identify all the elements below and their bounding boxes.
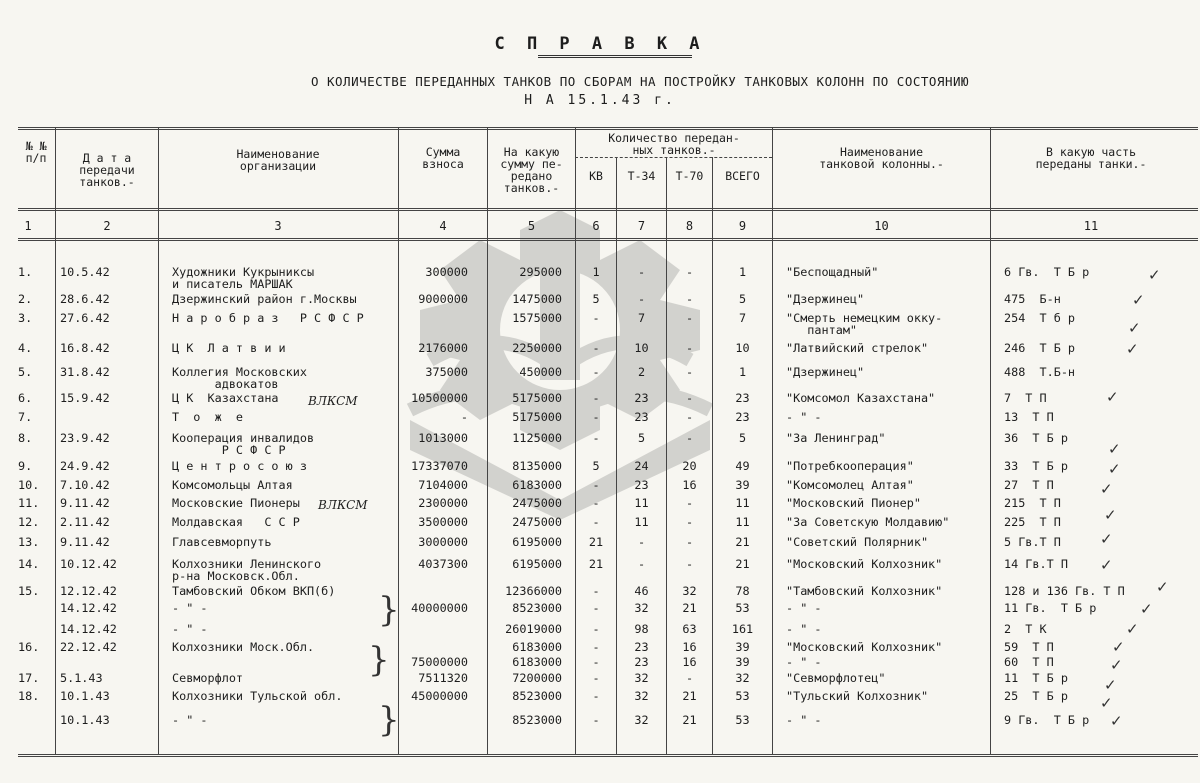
table-cell-n: 15. <box>18 584 40 598</box>
table-cell-unit: 2 Т К <box>1004 622 1047 636</box>
table-cell-t34: 46 <box>634 584 649 598</box>
table-cell-n: 8. <box>18 431 33 445</box>
table-cell-col: "Московский Колхозник" <box>786 640 943 654</box>
column-number: 2 <box>103 219 111 233</box>
table-cell-org: Главсевморпуть <box>172 535 272 549</box>
table-cell-total: 53 <box>735 713 750 727</box>
header-rule <box>18 208 1198 211</box>
table-cell-unit: 11 Гв. Т Б р <box>1004 601 1097 615</box>
header-row-number: № № п/п <box>25 139 47 165</box>
table-cell-t34: 7 <box>637 311 646 325</box>
table-cell-col: "Московский Пионер" <box>786 496 921 510</box>
table-cell-n: 17. <box>18 671 40 685</box>
table-cell-date: 10.1.43 <box>60 689 110 703</box>
table-cell-unit: 36 Т Б р <box>1004 431 1068 445</box>
table-cell-org: Н а р о б р а з Р С Ф С Р <box>172 311 364 325</box>
table-cell-n: 7. <box>18 410 33 424</box>
table-cell-col: - " - <box>786 410 822 424</box>
table-cell-tanks_sum: 295000 <box>519 265 562 279</box>
check-mark-icon: ✓ <box>1110 656 1123 674</box>
header-unit: В какую часть переданы танки.- <box>1035 145 1147 171</box>
table-cell-org: Колхозники Ленинского р-на Московск.Обл. <box>172 557 322 583</box>
table-cell-org: Коллегия Московских адвокатов <box>172 365 307 391</box>
table-cell-org: - " - <box>172 601 208 615</box>
table-cell-org: Севморфлот <box>172 671 244 685</box>
table-cell-kv: - <box>592 584 600 598</box>
table-cell-total: 11 <box>735 496 750 510</box>
table-cell-unit: 7 Т П <box>1004 391 1047 405</box>
table-cell-kv: - <box>592 713 600 727</box>
table-cell-col: "Московский Колхозник" <box>786 557 943 571</box>
table-cell-tanks_sum: 8523000 <box>512 689 562 703</box>
table-cell-org: Тамбовский Обком ВКП(б) <box>172 584 336 598</box>
table-cell-t70: - <box>685 341 694 355</box>
table-cell-t70: - <box>685 671 694 685</box>
table-cell-org: Ц е н т р о с о ю з <box>172 459 307 473</box>
table-cell-unit: 215 Т П <box>1004 496 1061 510</box>
header-t34: Т-34 <box>627 169 656 183</box>
table-cell-date: 22.12.42 <box>60 640 117 654</box>
table-cell-kv: - <box>592 601 600 615</box>
table-cell-t34: 23 <box>634 410 649 424</box>
table-cell-col: "Тамбовский Колхозник" <box>786 584 943 598</box>
table-cell-t34: 23 <box>634 391 649 405</box>
table-cell-total: 39 <box>735 478 750 492</box>
table-cell-kv: - <box>592 431 600 445</box>
table-cell-sum: 7104000 <box>418 478 468 492</box>
table-cell-kv: - <box>592 515 600 529</box>
check-mark-icon: ✓ <box>1110 712 1123 730</box>
header-contribution: Сумма взноса <box>422 145 464 171</box>
table-cell-total: 5 <box>738 292 747 306</box>
table-cell-sum: 4037300 <box>418 557 468 571</box>
table-cell-col: "Беспощадный" <box>786 265 879 279</box>
table-cell-col: "За Ленинград" <box>786 431 886 445</box>
table-cell-t34: - <box>637 557 646 571</box>
header-tanks-count-group: Количество передан- ных танков.- <box>608 131 740 157</box>
table-cell-total: 161 <box>731 622 754 636</box>
brace-mark: } <box>368 640 390 680</box>
table-cell-total: 5 <box>738 431 747 445</box>
table-cell-total: 49 <box>735 459 750 473</box>
check-mark-icon: ✓ <box>1126 340 1139 358</box>
table-cell-kv: - <box>592 689 600 703</box>
table-cell-unit: 128 и 136 Гв. Т П <box>1004 584 1125 598</box>
table-cell-kv: - <box>592 341 600 355</box>
header-date: Д а т а передачи танков.- <box>79 151 135 189</box>
table-cell-sum: 10500000 <box>411 391 468 405</box>
document-title: С П Р А В К А <box>494 34 706 54</box>
table-cell-tanks_sum: 6183000 <box>512 640 562 654</box>
brace-mark: } <box>378 700 400 740</box>
table-cell-tanks_sum: 2475000 <box>512 496 562 510</box>
table-cell-t34: 98 <box>634 622 649 636</box>
table-cell-tanks_sum: 26019000 <box>505 622 562 636</box>
table-cell-n: 9. <box>18 459 33 473</box>
table-cell-tanks_sum: 1125000 <box>512 431 562 445</box>
table-cell-tanks_sum: 12366000 <box>505 584 562 598</box>
table-cell-n: 1. <box>18 265 33 279</box>
table-cell-col: "Тульский Колхозник" <box>786 689 929 703</box>
table-cell-t34: 10 <box>634 341 649 355</box>
table-cell-t70: - <box>685 365 694 379</box>
table-cell-unit: 254 Т б р <box>1004 311 1076 325</box>
table-cell-n: 2. <box>18 292 33 306</box>
table-cell-sum: 1013000 <box>418 431 468 445</box>
table-cell-unit: 246 Т Б р <box>1004 341 1076 355</box>
table-cell-kv: 5 <box>592 292 600 306</box>
handwritten-note: ВЛКСМ <box>318 498 368 512</box>
table-cell-tanks_sum: 5175000 <box>512 391 562 405</box>
table-cell-sum: - <box>460 410 468 424</box>
group-header-rule <box>575 157 772 158</box>
table-cell-org: Т о ж е <box>172 410 244 424</box>
table-cell-t70: - <box>685 535 694 549</box>
table-cell-t70: - <box>685 265 694 279</box>
table-cell-kv: - <box>592 311 600 325</box>
check-mark-icon: ✓ <box>1100 480 1113 498</box>
document-date: Н А 15.1.43 г. <box>524 93 676 108</box>
table-cell-col: - " - <box>786 601 822 615</box>
table-cell-total: 10 <box>735 341 750 355</box>
table-cell-date: 10.1.43 <box>60 713 110 727</box>
table-cell-sum: 40000000 <box>411 601 468 615</box>
table-cell-date: 14.12.42 <box>60 622 117 636</box>
check-mark-icon: ✓ <box>1156 578 1169 596</box>
table-cell-t34: 23 <box>634 655 649 669</box>
table-cell-t70: - <box>685 311 694 325</box>
check-mark-icon: ✓ <box>1108 460 1121 478</box>
table-cell-tanks_sum: 6195000 <box>512 557 562 571</box>
table-cell-col: "Смерть немецким окку- пантам" <box>786 311 943 337</box>
table-cell-unit: 488 Т.Б-н <box>1004 365 1076 379</box>
table-cell-tanks_sum: 6183000 <box>512 478 562 492</box>
table-cell-sum: 17337070 <box>411 459 468 473</box>
table-cell-sum: 2300000 <box>418 496 468 510</box>
table-cell-unit: 25 Т Б р <box>1004 689 1068 703</box>
table-cell-unit: 225 Т П <box>1004 515 1061 529</box>
table-cell-t34: 23 <box>634 640 649 654</box>
table-cell-sum: 3000000 <box>418 535 468 549</box>
table-cell-t34: - <box>637 535 646 549</box>
table-cell-unit: 475 Б-н <box>1004 292 1061 306</box>
table-cell-tanks_sum: 450000 <box>519 365 562 379</box>
table-cell-date: 27.6.42 <box>60 311 110 325</box>
table-cell-unit: 27 Т П <box>1004 478 1054 492</box>
table-cell-n: 16. <box>18 640 40 654</box>
table-cell-kv: - <box>592 622 600 636</box>
table-cell-unit: 6 Гв. Т Б р <box>1004 265 1090 279</box>
table-cell-tanks_sum: 8135000 <box>512 459 562 473</box>
table-cell-col: "Севморфлотец" <box>786 671 886 685</box>
header-tanks-sum: На какую сумму пе- редано танков.- <box>500 145 563 195</box>
check-mark-icon: ✓ <box>1100 530 1113 548</box>
check-mark-icon: ✓ <box>1108 440 1121 458</box>
table-cell-n: 12. <box>18 515 40 529</box>
column-number: 5 <box>527 219 536 233</box>
table-cell-total: 23 <box>735 391 750 405</box>
table-cell-date: 14.12.42 <box>60 601 117 615</box>
table-cell-kv: - <box>592 410 600 424</box>
table-cell-t34: - <box>637 265 646 279</box>
table-cell-unit: 33 Т Б р <box>1004 459 1068 473</box>
column-number: 4 <box>439 219 447 233</box>
handwritten-note: ВЛКСМ <box>308 394 358 408</box>
table-cell-t34: 32 <box>634 671 649 685</box>
table-cell-t70: 16 <box>682 655 697 669</box>
table-cell-col: "Комсомолец Алтая" <box>786 478 914 492</box>
table-cell-org: Комсомольцы Алтая <box>172 478 293 492</box>
table-cell-total: 1 <box>738 365 747 379</box>
table-cell-tanks_sum: 1475000 <box>512 292 562 306</box>
table-cell-col: "Советский Полярник" <box>786 535 929 549</box>
table-cell-org: - " - <box>172 713 208 727</box>
check-mark-icon: ✓ <box>1132 291 1145 309</box>
table-cell-kv: - <box>592 640 600 654</box>
header-organization: Наименование организации <box>236 147 320 173</box>
check-mark-icon: ✓ <box>1104 506 1117 524</box>
table-cell-sum: 375000 <box>425 365 468 379</box>
table-cell-org: Дзержинский район г.Москвы <box>172 292 357 306</box>
check-mark-icon: ✓ <box>1128 319 1141 337</box>
header-kv: КВ <box>589 169 603 183</box>
brace-mark: } <box>378 590 400 630</box>
table-cell-t70: - <box>685 496 694 510</box>
table-cell-unit: 60 Т П <box>1004 655 1054 669</box>
table-cell-kv: - <box>592 391 600 405</box>
table-cell-t70: 63 <box>682 622 697 636</box>
table-cell-col: "Комсомол Казахстана" <box>786 391 936 405</box>
table-cell-org: Художники Кукрыниксы и писатель МАРШАК <box>172 265 315 291</box>
table-cell-t70: - <box>685 515 694 529</box>
table-cell-unit: 14 Гв.Т П <box>1004 557 1068 571</box>
table-cell-unit: 9 Гв. Т Б р <box>1004 713 1090 727</box>
table-cell-date: 9.11.42 <box>60 535 110 549</box>
column-number: 6 <box>592 219 600 233</box>
column-number: 11 <box>1083 219 1099 233</box>
table-cell-t34: - <box>637 292 646 306</box>
table-cell-kv: 21 <box>588 557 604 571</box>
table-cell-t70: - <box>685 410 694 424</box>
table-cell-total: 7 <box>738 311 747 325</box>
table-cell-col: - " - <box>786 655 822 669</box>
table-cell-unit: 11 Т Б р <box>1004 671 1068 685</box>
table-cell-unit: 5 Гв.Т П <box>1004 535 1061 549</box>
table-cell-kv: - <box>592 365 600 379</box>
header-column-name: Наименование танковой колонны.- <box>819 145 944 171</box>
table-cell-n: 14. <box>18 557 40 571</box>
table-cell-org: Ц К Казахстана <box>172 391 279 405</box>
table-cell-total: 21 <box>735 557 750 571</box>
table-cell-t70: - <box>685 292 694 306</box>
table-cell-n: 10. <box>18 478 40 492</box>
table-cell-t70: - <box>685 557 694 571</box>
check-mark-icon: ✓ <box>1106 388 1119 406</box>
table-cell-date: 31.8.42 <box>60 365 110 379</box>
table-cell-total: 23 <box>735 410 750 424</box>
table-cell-t34: 23 <box>634 478 649 492</box>
table-cell-sum: 75000000 <box>411 655 468 669</box>
table-cell-date: 2.11.42 <box>60 515 110 529</box>
table-cell-kv: 21 <box>588 535 604 549</box>
table-top-rule <box>18 127 1198 130</box>
table-cell-col: "За Советскую Молдавию" <box>786 515 950 529</box>
header-t70: Т-70 <box>675 169 704 183</box>
table-cell-kv: - <box>592 655 600 669</box>
table-cell-tanks_sum: 5175000 <box>512 410 562 424</box>
column-number: 10 <box>874 219 889 233</box>
table-cell-sum: 2176000 <box>418 341 468 355</box>
table-cell-t34: 32 <box>634 601 649 615</box>
table-cell-t70: 16 <box>682 478 697 492</box>
table-cell-org: Колхозники Тульской обл. <box>172 689 343 703</box>
table-cell-date: 7.10.42 <box>60 478 110 492</box>
table-cell-tanks_sum: 8523000 <box>512 601 562 615</box>
table-cell-kv: - <box>592 496 600 510</box>
column-number: 3 <box>274 219 282 233</box>
table-cell-org: Кооперация инвалидов Р С Ф С Р <box>172 431 315 457</box>
column-number: 8 <box>685 219 694 233</box>
check-mark-icon: ✓ <box>1148 266 1161 284</box>
table-cell-t70: 32 <box>682 584 697 598</box>
table-cell-date: 24.9.42 <box>60 459 110 473</box>
check-mark-icon: ✓ <box>1112 638 1125 656</box>
table-cell-t70: 21 <box>682 689 697 703</box>
table-cell-tanks_sum: 2250000 <box>512 341 562 355</box>
table-cell-date: 16.8.42 <box>60 341 110 355</box>
table-cell-total: 1 <box>738 265 747 279</box>
column-number: 9 <box>738 219 747 233</box>
table-cell-tanks_sum: 2475000 <box>512 515 562 529</box>
table-cell-n: 4. <box>18 341 33 355</box>
table-cell-kv: 5 <box>592 459 600 473</box>
table-cell-total: 21 <box>735 535 750 549</box>
table-cell-t34: 11 <box>634 515 649 529</box>
check-mark-icon: ✓ <box>1100 556 1113 574</box>
table-cell-tanks_sum: 6183000 <box>512 655 562 669</box>
table-cell-kv: - <box>592 478 600 492</box>
table-cell-sum: 7511320 <box>418 671 468 685</box>
table-bottom-rule <box>18 754 1198 757</box>
table-cell-date: 23.9.42 <box>60 431 110 445</box>
table-cell-t70: 20 <box>682 459 697 473</box>
check-mark-icon: ✓ <box>1100 694 1113 712</box>
table-cell-col: "Латвийский стрелок" <box>786 341 929 355</box>
table-cell-total: 53 <box>735 689 750 703</box>
table-cell-sum: 3500000 <box>418 515 468 529</box>
table-cell-sum: 9000000 <box>418 292 468 306</box>
table-cell-n: 18. <box>18 689 40 703</box>
table-cell-date: 5.1.43 <box>60 671 103 685</box>
table-cell-tanks_sum: 6195000 <box>512 535 562 549</box>
table-cell-col: - " - <box>786 622 822 636</box>
table-cell-t34: 5 <box>637 431 646 445</box>
table-cell-unit: 59 Т П <box>1004 640 1054 654</box>
table-cell-date: 10.5.42 <box>60 265 110 279</box>
table-cell-col: "Дзержинец" <box>786 365 865 379</box>
table-cell-t70: 16 <box>682 640 697 654</box>
table-cell-org: Молдавская С С Р <box>172 515 300 529</box>
table-cell-tanks_sum: 1575000 <box>512 311 562 325</box>
document-subtitle: О КОЛИЧЕСТВЕ ПЕРЕДАННЫХ ТАНКОВ ПО СБОРАМ НА ПОСТРОЙКУ ТАНКОВЫХ КОЛОНН ПО СОСТОЯНИЮ <box>310 74 970 89</box>
table-cell-t70: 21 <box>682 713 697 727</box>
table-cell-tanks_sum: 8523000 <box>512 713 562 727</box>
table-cell-total: 39 <box>735 655 750 669</box>
table-cell-n: 6. <box>18 391 33 405</box>
table-cell-col: "Потребкооперация" <box>786 459 914 473</box>
column-number: 7 <box>637 219 646 233</box>
table-cell-col: - " - <box>786 713 822 727</box>
table-cell-org: - " - <box>172 622 208 636</box>
table-cell-date: 10.12.42 <box>60 557 117 571</box>
table-cell-date: 15.9.42 <box>60 391 110 405</box>
table-cell-t70: - <box>685 391 694 405</box>
table-cell-sum: 45000000 <box>411 689 468 703</box>
table-cell-tanks_sum: 7200000 <box>512 671 562 685</box>
table-cell-date: 12.12.42 <box>60 584 117 598</box>
table-cell-date: 28.6.42 <box>60 292 110 306</box>
table-cell-t34: 32 <box>634 689 649 703</box>
table-cell-n: 11. <box>18 496 40 510</box>
table-cell-total: 11 <box>735 515 750 529</box>
check-mark-icon: ✓ <box>1126 620 1139 638</box>
header-total: ВСЕГО <box>725 169 760 183</box>
table-cell-t34: 32 <box>634 713 649 727</box>
table-cell-col: "Дзержинец" <box>786 292 865 306</box>
table-cell-n: 5. <box>18 365 33 379</box>
table-cell-t34: 24 <box>634 459 649 473</box>
table-cell-t70: - <box>685 431 694 445</box>
column-number: 1 <box>24 219 32 233</box>
title-underline <box>538 55 692 58</box>
table-cell-t70: 21 <box>682 601 697 615</box>
table-cell-org: Московские Пионеры <box>172 496 300 510</box>
table-cell-sum: 300000 <box>425 265 468 279</box>
check-mark-icon: ✓ <box>1140 600 1153 618</box>
table-cell-kv: - <box>592 671 600 685</box>
table-cell-n: 13. <box>18 535 40 549</box>
table-cell-total: 53 <box>735 601 750 615</box>
check-mark-icon: ✓ <box>1104 676 1117 694</box>
table-cell-kv: 1 <box>592 265 600 279</box>
table-cell-n: 3. <box>18 311 33 325</box>
table-cell-org: Колхозники Моск.Обл. <box>172 640 315 654</box>
column-number-rule <box>18 238 1198 241</box>
table-cell-total: 32 <box>735 671 750 685</box>
table-cell-t34: 11 <box>634 496 649 510</box>
table-cell-org: Ц К Л а т в и и <box>172 341 286 355</box>
table-cell-date: 9.11.42 <box>60 496 110 510</box>
table-cell-total: 78 <box>735 584 750 598</box>
table-cell-t34: 2 <box>637 365 646 379</box>
table-cell-total: 39 <box>735 640 750 654</box>
table-cell-unit: 13 Т П <box>1004 410 1054 424</box>
